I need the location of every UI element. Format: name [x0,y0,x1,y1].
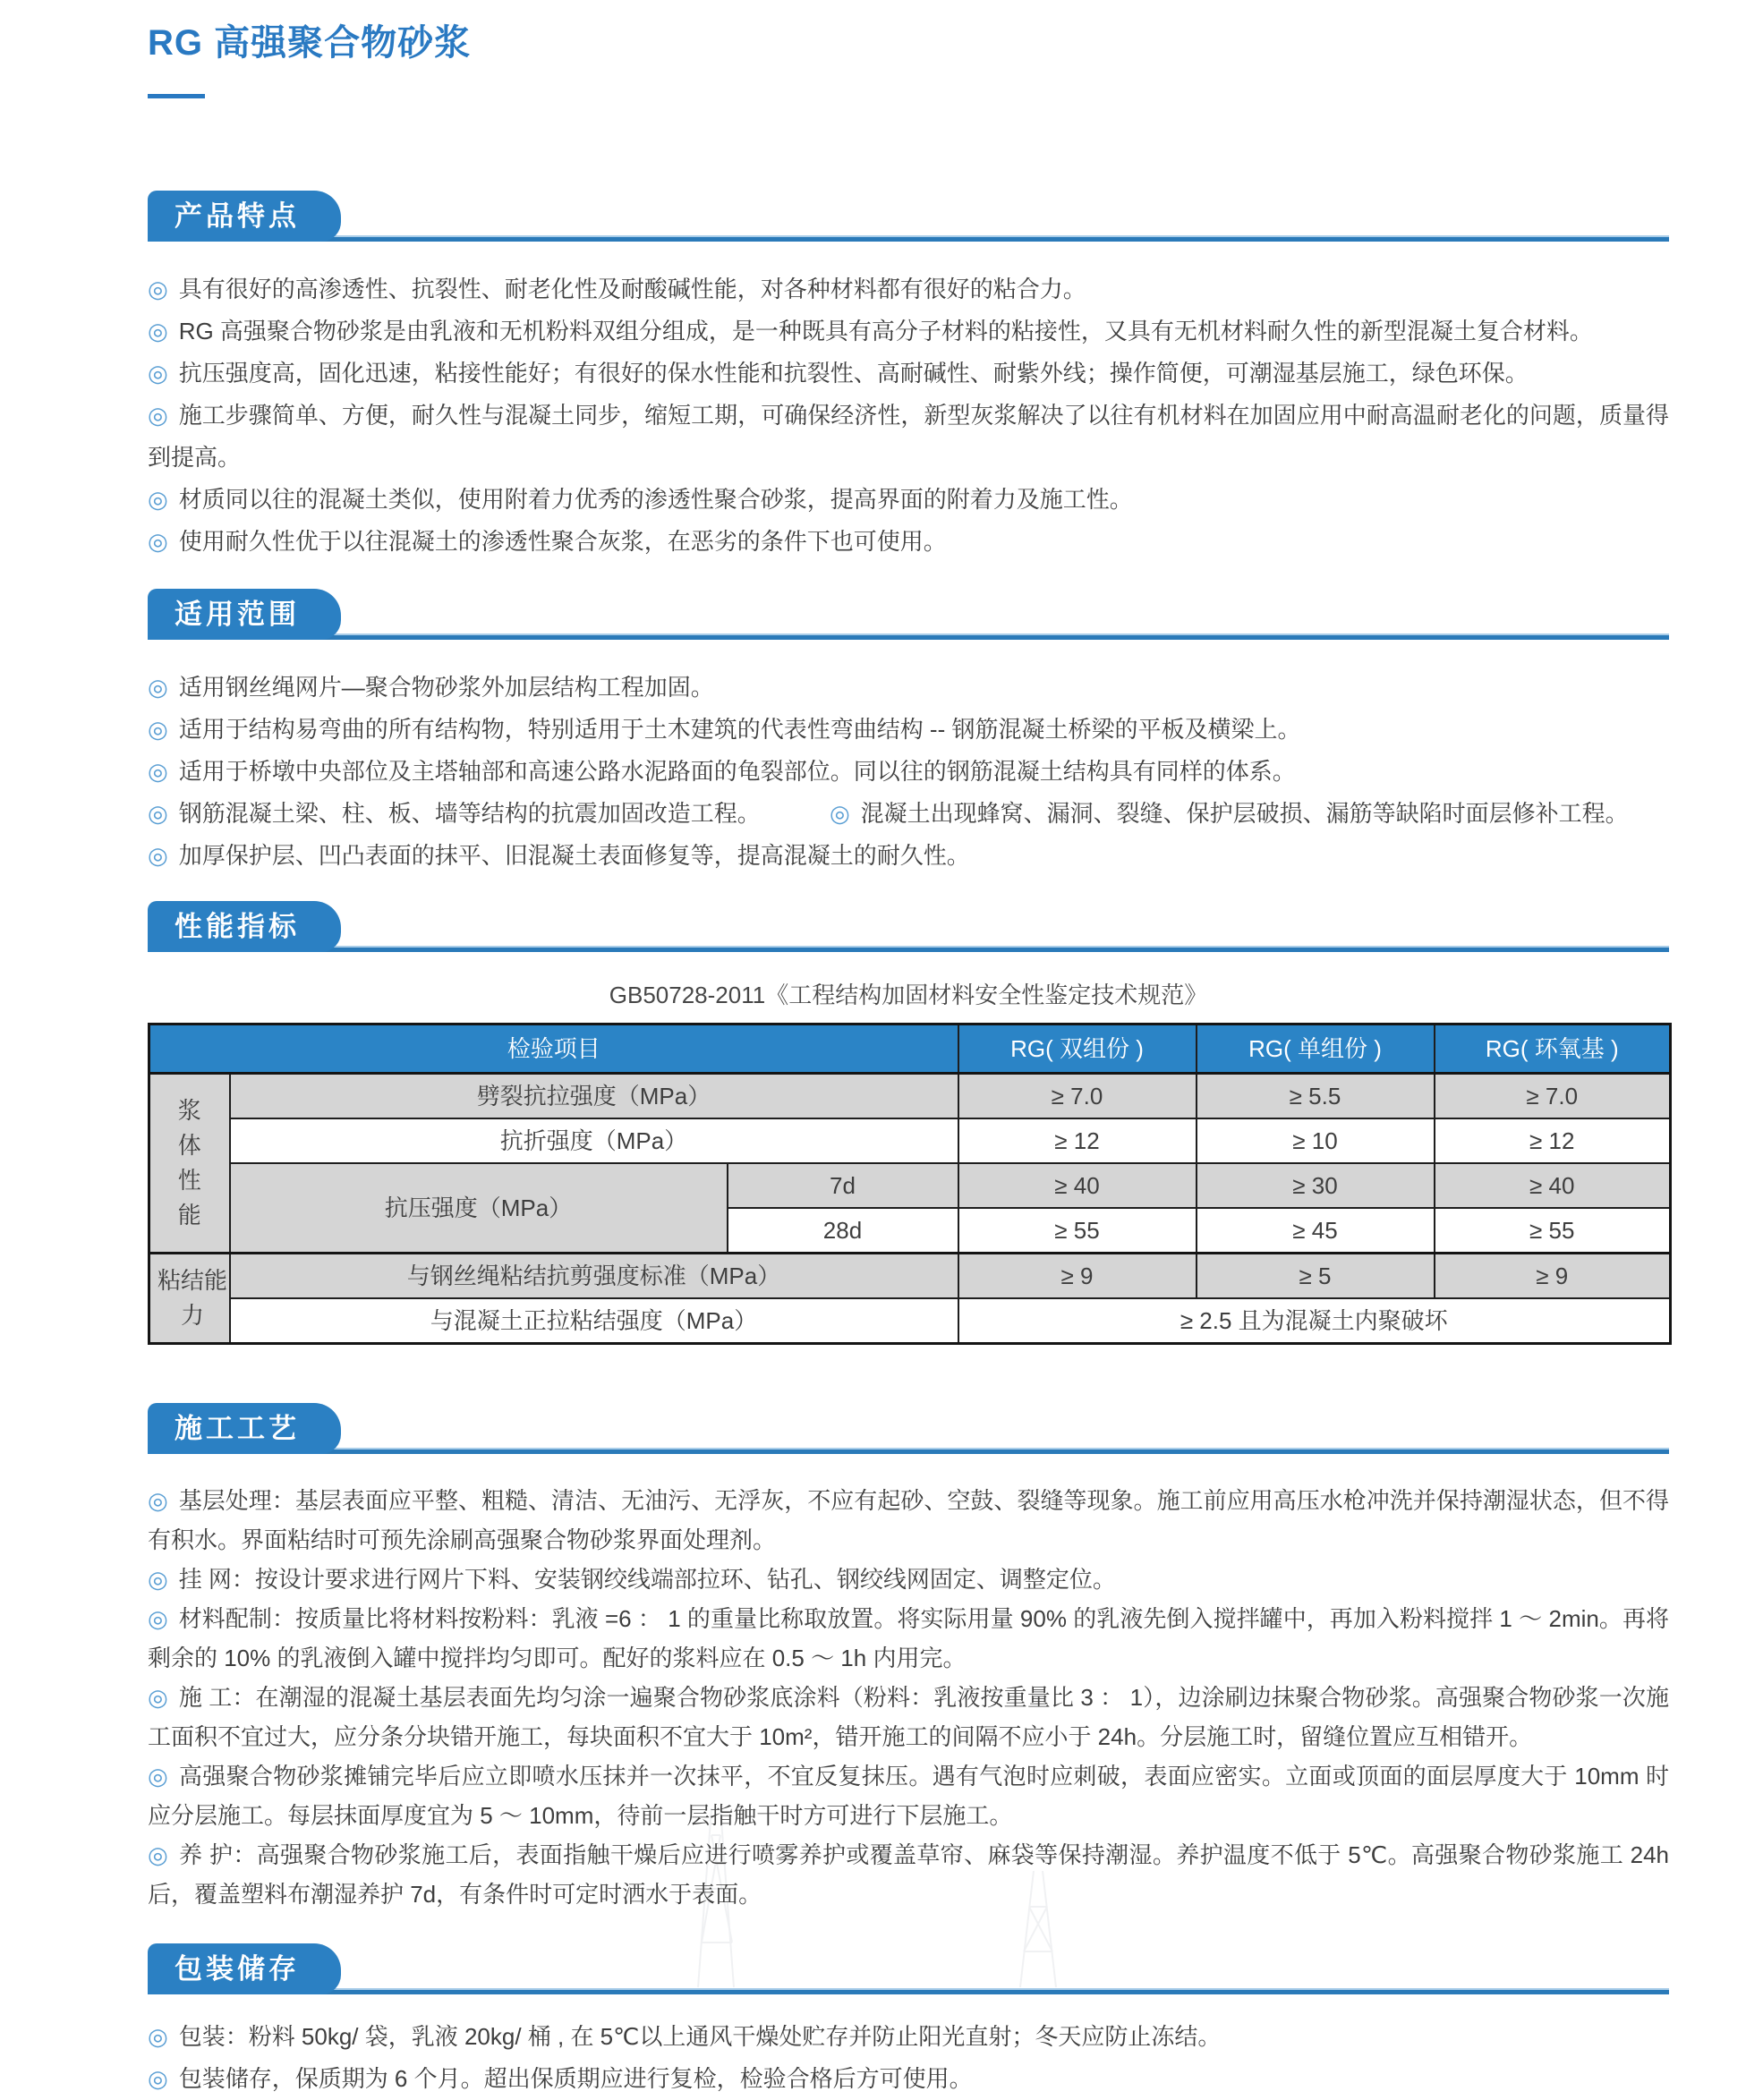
section-badge-features: 产品特点 [148,191,341,242]
column-header-rg-two-component: RG( 双组份 ) [958,1024,1197,1074]
section-rule [148,633,1669,640]
section-heading-scope [148,579,1669,640]
bullseye-bullet-icon: ◎ [148,674,168,701]
list-item [148,1599,1669,1678]
list-item [148,667,1669,709]
list-item-text: 挂 网：按设计要求进行网片下料、安装钢绞线端部拉环、钻孔、钢绞线网固定、调整定位。 [178,1566,1116,1593]
table-row [149,1163,1671,1208]
row-group-label-slurry: 浆体性能 [149,1074,230,1254]
bullseye-bullet-icon: ◎ [148,1684,168,1711]
table-cell-value: ≥ 7.0 [1435,1074,1671,1119]
list-item [148,751,1669,793]
list-item-text: 具有很好的高渗透性、抗裂性、耐老化性及耐酸碱性能，对各种材料都有很好的粘合力。 [178,276,1086,302]
bullseye-bullet-icon: ◎ [148,1487,168,1514]
table-row [149,1074,1671,1119]
list-item [148,310,1669,353]
table-cell-value: ≥ 5 [1197,1254,1435,1299]
list-item-text: 材料配制：按质量比将材料按粉料：乳液 =6 ： 1 的重量比称取放置。将实际用量 90% 的乳液先倒入搅拌罐中，再加入粉料搅拌 1 ～ 2min。再将剩余的 10% 的乳液倒入罐中搅拌均匀即可。配好的浆料应在 0.5 ～ 1h 内用完。 [148,1605,1669,1671]
table-cell-param: 劈裂抗拉强度（MPa） [230,1074,958,1119]
features-list [148,268,1669,563]
list-item-text: 材质同以往的混凝土类似，使用附着力优秀的渗透性聚合砂浆，提高界面的附着力及施工性。 [178,486,1133,513]
list-item-text: 混凝土出现蜂窝、漏洞、裂缝、保护层破损、漏筋等缺陷时面层修补工程。 [860,800,1629,827]
bullseye-bullet-icon: ◎ [148,758,168,785]
bullseye-bullet-icon: ◎ [148,1763,168,1790]
table-cell-merged-value: ≥ 2.5 且为混凝土内聚破坏 [958,1298,1671,1344]
table-row [149,1118,1671,1163]
table-cell-value: ≥ 40 [1435,1163,1671,1208]
row-group-label-bonding: 粘结能力 [149,1254,230,1344]
list-item [148,2016,1669,2058]
list-sub-item [830,800,1629,827]
section-rule [148,235,1669,242]
column-header-rg-epoxy: RG( 环氧基 ) [1435,1024,1671,1074]
bullseye-bullet-icon: ◎ [148,1605,168,1632]
section-rule [148,1448,1669,1454]
list-item-text: 使用耐久性优于以往混凝土的渗透性聚合灰浆，在恶劣的条件下也可使用。 [178,528,947,555]
section-badge-performance: 性能指标 [148,901,341,952]
list-item [148,835,1669,877]
table-cell-value: ≥ 5.5 [1197,1074,1435,1119]
list-item-text: 高强聚合物砂浆摊铺完毕后应立即喷水压抹并一次抹平，不宜反复抹压。遇有气泡时应刺破，表面应密实。立面或顶面的面层厚度大于 10mm 时应分层施工。每层抹面厚度宜为 5 ～ 10mm，待前一层指触干时方可进行下层施工。 [148,1763,1670,1829]
section-badge-packaging: 包装储存 [148,1943,341,1994]
title-underline [148,94,205,98]
bullseye-bullet-icon: ◎ [148,2065,168,2092]
table-cell-param: 与钢丝绳粘结抗剪强度标准（MPa） [230,1254,958,1299]
list-item-text: 包装储存，保质期为 6 个月。超出保质期应进行复检，检验合格后方可使用。 [178,2065,973,2092]
bullseye-bullet-icon: ◎ [148,1841,169,1868]
list-item [148,1481,1669,1560]
bullseye-bullet-icon: ◎ [148,800,168,827]
section-heading-process [148,1393,1669,1454]
section-heading-packaging [148,1934,1669,1994]
list-item-text: 钢筋混凝土梁、柱、板、墙等结构的抗震加固改造工程。 [178,800,761,827]
section-badge-process: 施工工艺 [148,1403,341,1454]
list-item [148,353,1669,395]
table-cell-value: ≥ 45 [1197,1208,1435,1254]
list-item-text: 加厚保护层、凹凸表面的抹平、旧混凝土表面修复等，提高混凝土的耐久性。 [178,842,970,869]
list-sub-item [148,800,761,827]
bullseye-bullet-icon: ◎ [148,1566,168,1593]
list-item-text: 抗压强度高，固化迅速，粘接性能好；有很好的保水性能和抗裂性、高耐碱性、耐紫外线；操作简便，可潮湿基层施工，绿色环保。 [178,360,1529,387]
table-cell-param: 与混凝土正拉粘结强度（MPa） [230,1298,958,1344]
table-cell-value: ≥ 12 [1435,1118,1671,1163]
packaging-list [148,2016,1669,2100]
scope-list [148,667,1669,877]
section-badge-scope: 适用范围 [148,589,341,640]
list-item [148,1560,1669,1599]
list-item [148,709,1669,751]
bullseye-bullet-icon: ◎ [148,360,168,387]
section-heading-features [148,181,1669,242]
list-item-text: RG 高强聚合物砂浆是由乳液和无机粉料双组分组成，是一种既具有高分子材料的粘接性，又具有无机材料耐久性的新型混凝土复合材料。 [178,318,1593,344]
list-item-double [148,793,1669,835]
bullseye-bullet-icon: ◎ [148,528,168,555]
table-header-row [149,1024,1671,1074]
bullseye-bullet-icon: ◎ [148,2023,168,2050]
list-item [148,479,1669,521]
table-caption: GB50728-2011《工程结构加固材料安全性鉴定技术规范》 [609,982,1208,1008]
list-item [148,1678,1669,1756]
list-item-text: 施 工：在潮湿的混凝土基层表面先均匀涂一遍聚合物砂浆底涂料（粉料：乳液按重量比 3 ： 1），边涂刷边抹聚合物砂浆。高强聚合物砂浆一次施工面积不宜过大，应分条分块错开施工，每块面积不宜大于 10m²，错开施工的间隔不应小于 24h。分层施工时，留缝位置应互相错开。 [148,1684,1670,1750]
table-cell-value: ≥ 7.0 [958,1074,1197,1119]
list-item [148,521,1669,563]
column-header-test-item: 检验项目 [149,1024,958,1074]
bullseye-bullet-icon: ◎ [148,842,168,869]
table-row [149,1298,1671,1344]
bullseye-bullet-icon: ◎ [148,276,168,302]
section-heading-performance [148,891,1669,952]
bullseye-bullet-icon: ◎ [829,800,850,827]
table-cell-value: ≥ 10 [1197,1118,1435,1163]
page-title: RG 高强聚合物砂浆 [148,23,472,63]
table-cell-value: ≥ 30 [1197,1163,1435,1208]
list-item-text: 基层处理：基层表面应平整、粗糙、清洁、无油污、无浮灰，不应有起砂、空鼓、裂缝等现象。施工前应用高压水枪冲洗并保持潮湿状态，但不得有积水。界面粘结时可预先涂刷高强聚合物砂浆界面处理剂。 [148,1487,1669,1553]
bullseye-bullet-icon: ◎ [148,716,168,743]
table-cell-param: 抗压强度（MPa） [230,1163,728,1254]
table-row [149,1254,1671,1299]
table-cell-value: ≥ 12 [958,1118,1197,1163]
column-header-rg-one-component: RG( 单组份 ) [1197,1024,1435,1074]
bullseye-bullet-icon: ◎ [148,402,168,429]
table-cell-value: ≥ 40 [958,1163,1197,1208]
list-item-text: 养 护：高强聚合物砂浆施工后，表面指触干燥后应进行喷雾养护或覆盖草帘、麻袋等保持潮湿。养护温度不低于 5℃。高强聚合物砂浆施工 24h 后，覆盖塑料布潮湿养护 7d，有条件时可定时洒水于表面。 [148,1841,1670,1908]
table-cell-age: 7d [728,1163,958,1208]
list-item-text: 包装：粉料 50kg/ 袋，乳液 20kg/ 桶 , 在 5℃以上通风干燥处贮存并防止阳光直射；冬天应防止冻结。 [178,2023,1222,2050]
table-cell-age: 28d [728,1208,958,1254]
table-cell-value: ≥ 55 [1435,1208,1671,1254]
list-item [148,1835,1669,1914]
list-item [148,268,1669,310]
section-rule [148,946,1669,952]
list-item-text: 适用于结构易弯曲的所有结构物，特别适用于土木建筑的代表性弯曲结构 -- 钢筋混凝土桥梁的平板及横梁上。 [178,716,1301,743]
list-item-text: 施工步骤简单、方便，耐久性与混凝土同步，缩短工期，可确保经济性，新型灰浆解决了以往有机材料在加固应用中耐高温耐老化的问题，质量得到提高。 [148,402,1669,471]
bullseye-bullet-icon: ◎ [148,318,168,344]
table-cell-value: ≥ 9 [958,1254,1197,1299]
table-cell-param: 抗折强度（MPa） [230,1118,958,1163]
list-item-text: 适用钢丝绳网片—聚合物砂浆外加层结构工程加固。 [178,674,714,701]
performance-table [148,1023,1672,1345]
bullseye-bullet-icon: ◎ [148,486,168,513]
list-item [148,2058,1669,2100]
table-cell-value: ≥ 55 [958,1208,1197,1254]
section-rule [148,1988,1669,1994]
table-cell-value: ≥ 9 [1435,1254,1671,1299]
list-item [148,1756,1669,1835]
list-item-text: 适用于桥墩中央部位及主塔轴部和高速公路水泥路面的龟裂部位。同以往的钢筋混凝土结构具有同样的体系。 [178,758,1296,785]
process-list [148,1481,1669,1914]
list-item [148,395,1669,479]
